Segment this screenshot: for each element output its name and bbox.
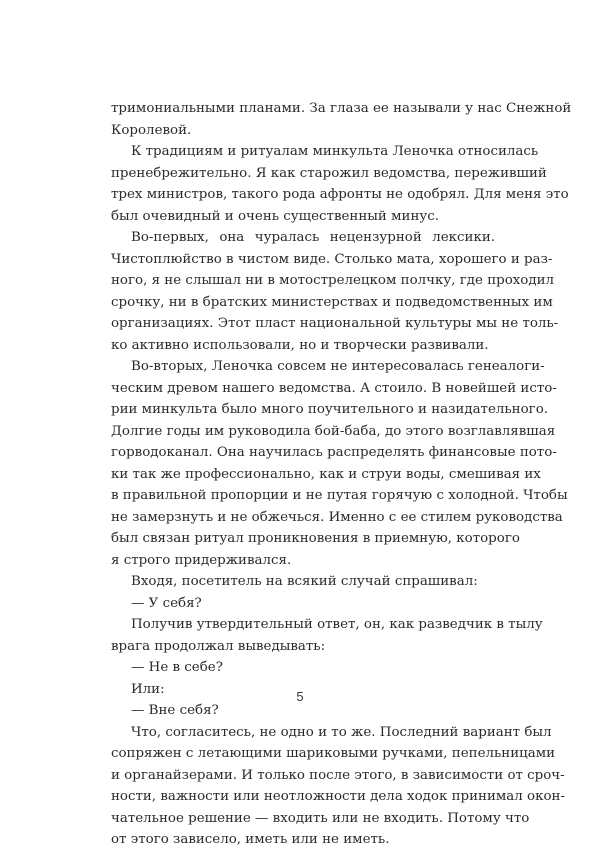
text-line: Королевой.	[111, 122, 192, 138]
text-line: организациях. Этот пласт национальной культуры мы не толь-	[111, 316, 559, 331]
text-line: был очевидный и очень существенный минус.	[111, 208, 439, 224]
text-line: в правильной пропорции и не путая горячую с холодной. Чтобы	[111, 488, 568, 503]
text-line: Во-первых, она чуралась нецензурной лексики.	[131, 230, 495, 245]
text-line: я строго придерживался.	[111, 552, 292, 568]
text-line: трех министров, такого рода афронты не одобрял. Для меня это	[111, 187, 569, 202]
page-body-text	[111, 98, 572, 851]
text-line: — Не в себе?	[131, 660, 223, 675]
text-line: тримониальными планами. За глаза ее называли у нас Снежной	[111, 101, 572, 116]
text-line: врага продолжал выведывать:	[111, 638, 326, 654]
text-line: — Вне себя?	[131, 703, 219, 718]
text-line: Долгие годы им руководила бой-баба, до этого возглавлявшая	[111, 423, 556, 439]
text-line: Что, согласитесь, не одно и то же. Последний вариант был	[131, 724, 552, 740]
text-line: от этого зависело, иметь или не иметь.	[111, 832, 390, 847]
text-line: ческим древом нашего ведомства. А стоило. В новейшей исто-	[111, 380, 557, 396]
text-line: Входя, посетитель на всякий случай спрашивал:	[131, 574, 478, 589]
text-line: Получив утвердительный ответ, он, как разведчик в тылу	[131, 617, 543, 632]
text-line: ки так же профессионально, как и струи воды, смешивая их	[111, 466, 541, 482]
text-line: пренебрежительно. Я как старожил ведомства, переживший	[111, 165, 547, 181]
text-line: ного, я не слышал ни в мотострелецком полчку, где проходил	[111, 273, 555, 288]
text-line: был связан ритуал проникновения в приемную, которого	[111, 531, 520, 546]
text-line: не замерзнуть и не обжечься. Именно с ее стилем руководства	[111, 509, 563, 525]
text-line: сопряжен с летающими шариковыми ручками, пепельницами	[111, 746, 556, 761]
text-line: — У себя?	[131, 595, 202, 611]
text-line: К традициям и ритуалам минкульта Леночка относилась	[131, 144, 539, 159]
text-line: срочку, ни в братских министерствах и подведомственных им	[111, 294, 553, 310]
text-line: ко активно использовали, но и творчески развивали.	[111, 337, 489, 353]
text-line: горводоканал. Она научилась распределять финансовые пото-	[111, 445, 557, 460]
text-line: Чистоплюйство в чистом виде. Столько мата, хорошего и раз-	[111, 251, 553, 267]
text-line: и органайзерами. И только после этого, в зависимости от сроч-	[111, 767, 565, 783]
page-number: 5	[296, 689, 304, 704]
text-line: чательное решение — входить или не входить. Потому что	[111, 810, 530, 826]
text-line: Во-вторых, Леночка совсем не интересовалась генеалоги-	[131, 359, 545, 374]
text-line: рии минкульта было много поучительного и назидательного.	[111, 402, 549, 417]
text-line: Или:	[131, 681, 165, 697]
text-line: ности, важности или неотложности дела ходок принимал окон-	[111, 789, 565, 804]
